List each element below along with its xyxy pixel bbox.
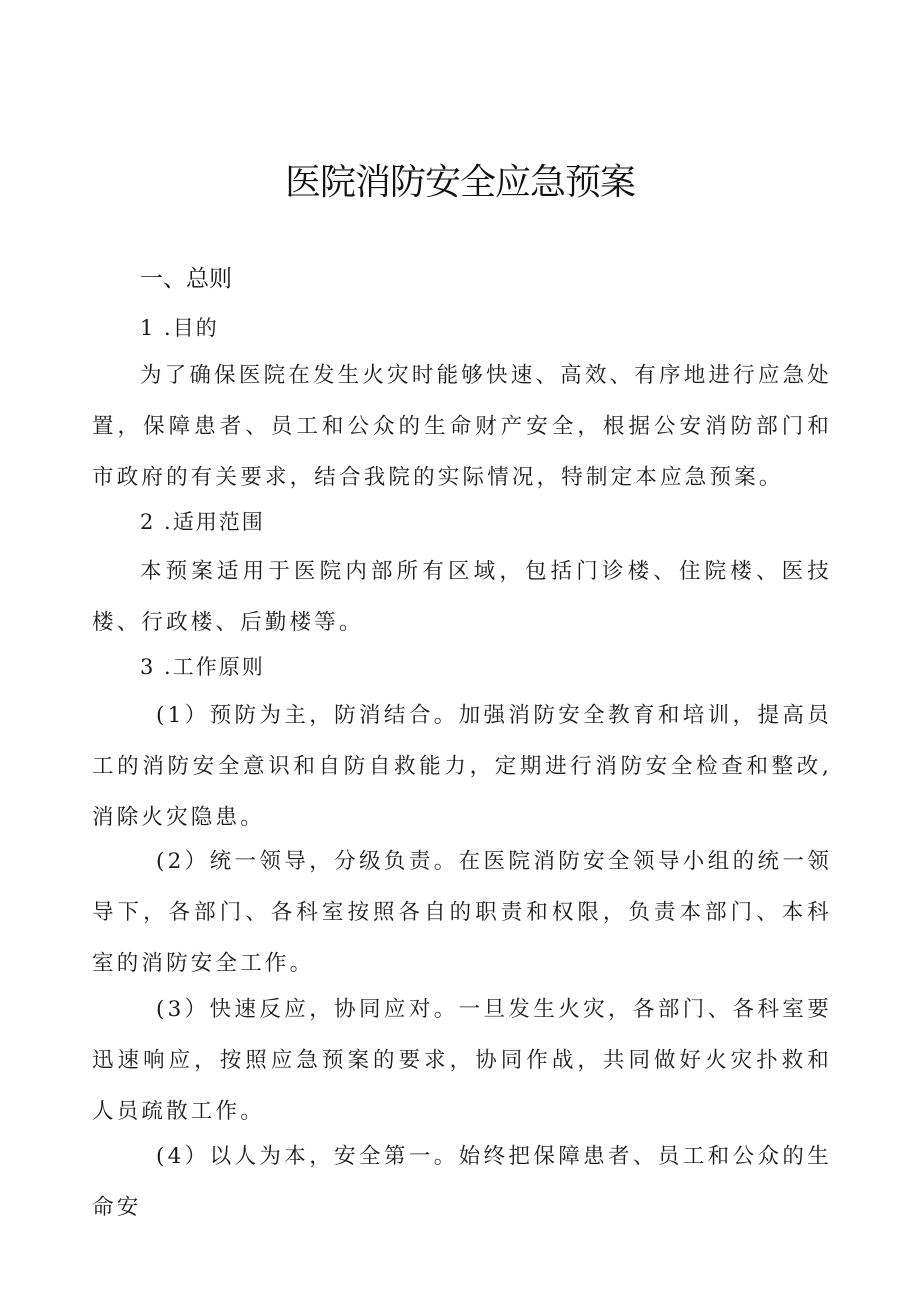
principle-item-4: (4）以人为本，安全第一。始终把保障患者、员工和公众的生命安 <box>92 1144 832 1220</box>
principle-item-2: (2）统一领导，分级负责。在医院消防安全领导小组的统一领导下，各部门、各科室按照各自的职责和权限，负责本部门、本科室的消防安全工作。 <box>92 849 832 976</box>
subheading-scope: 2 .适用范围 <box>140 510 265 534</box>
section-heading-general: 一、总则 <box>140 266 232 292</box>
subheading-principles: 3 .工作原则 <box>140 655 265 679</box>
subheading-purpose: 1 .目的 <box>140 316 219 340</box>
document-title: 医院消防安全应急预案 <box>284 162 635 203</box>
paragraph-scope: 本预案适用于医院内部所有区域，包括门诊楼、住院楼、医技楼、行政楼、后勤楼等。 <box>92 559 832 635</box>
principle-item-1: (1）预防为主，防消结合。加强消防安全教育和培训，提高员工的消防安全意识和自防自救能力，定期进行消防安全检查和整改,消除火灾隐患。 <box>92 703 832 830</box>
principle-item-3: (3）快速反应，协同应对。一旦发生火灾，各部门、各科室要迅速响应，按照应急预案的要求，协同作战，共同做好火灾扑救和人员疏散工作。 <box>92 997 832 1124</box>
paragraph-purpose: 为了确保医院在发生火灾时能够快速、高效、有序地进行应急处置，保障患者、员工和公众的生命财产安全，根据公安消防部门和市政府的有关要求，结合我院的实际情况，特制定本应急预案。 <box>92 363 832 490</box>
